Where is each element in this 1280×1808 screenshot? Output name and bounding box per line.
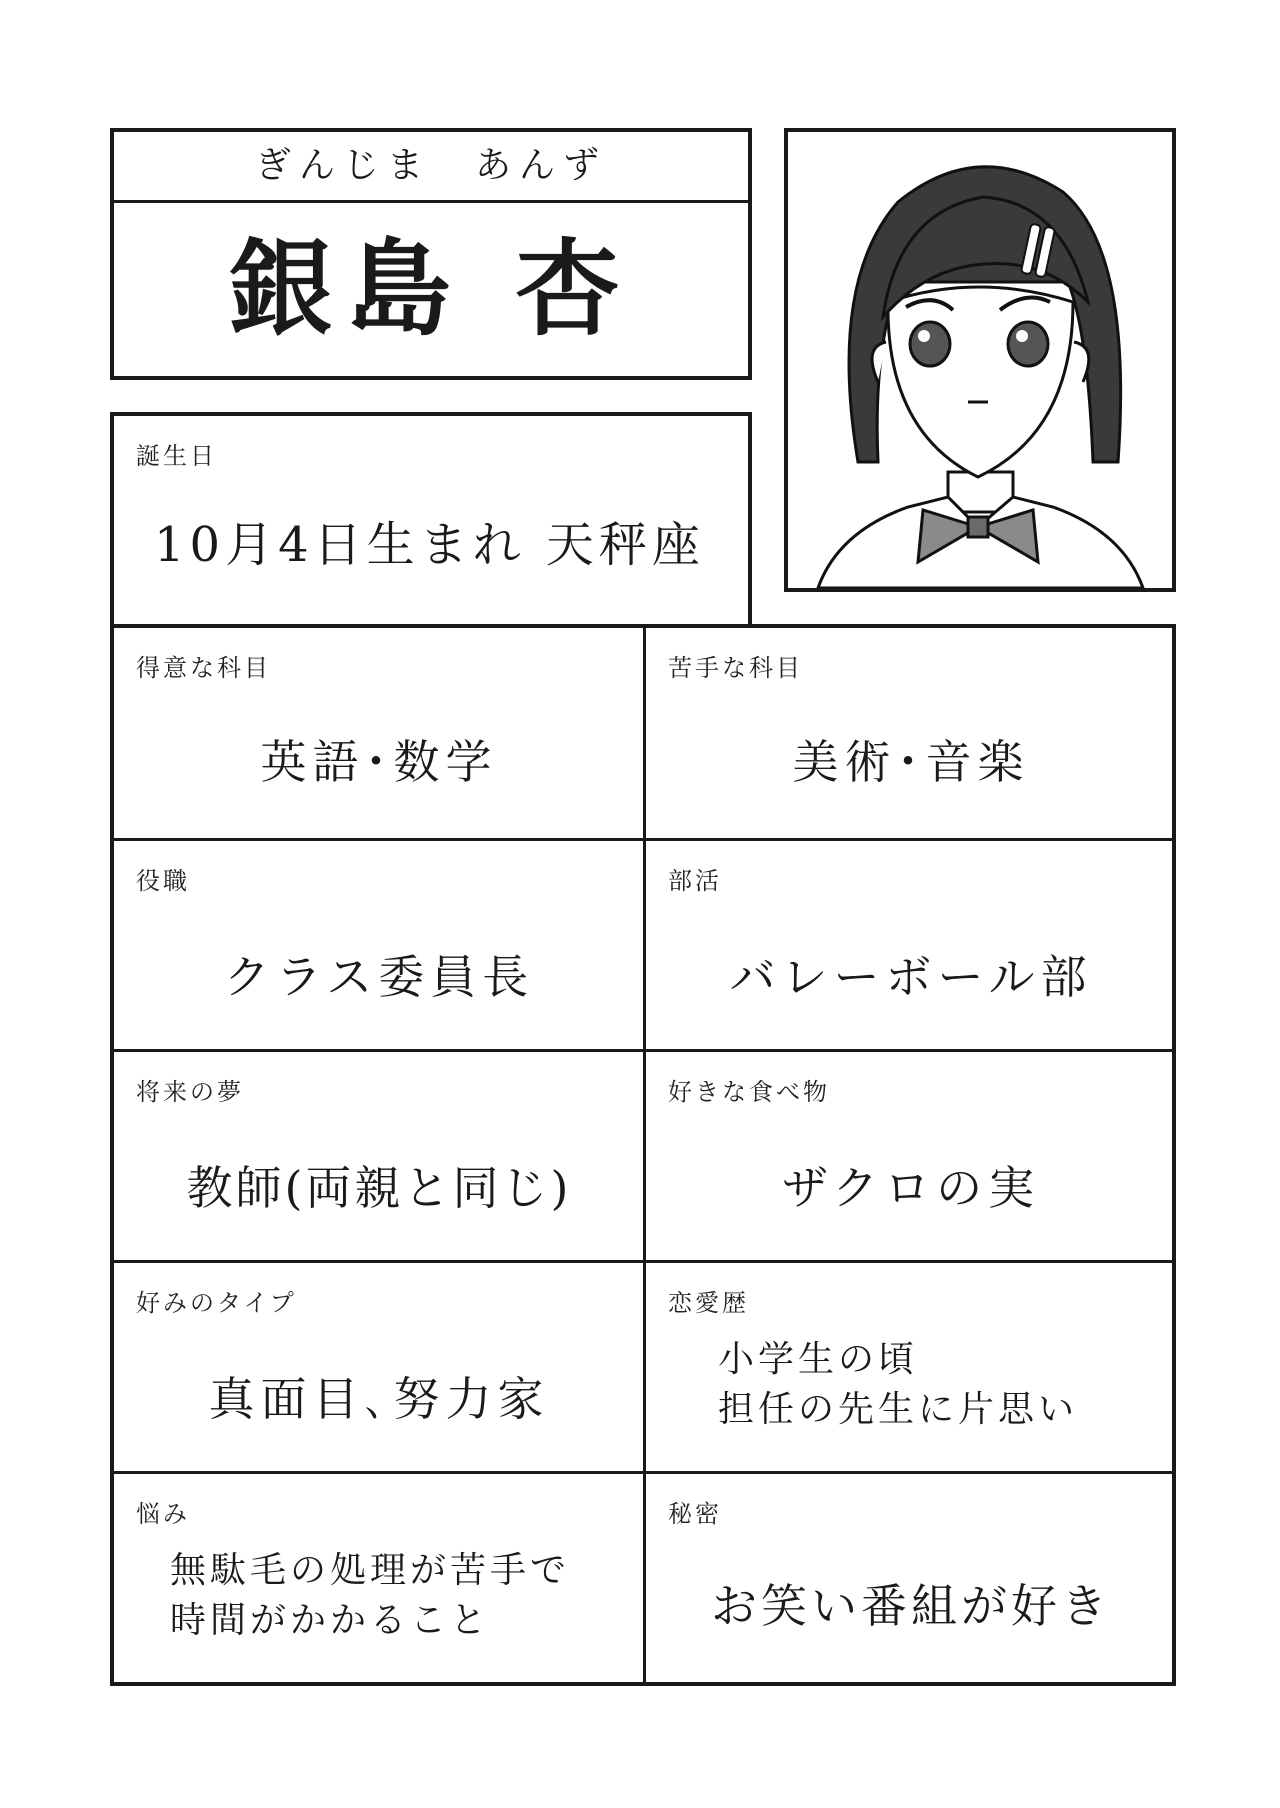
name-reading: ぎんじま あんず bbox=[254, 145, 607, 186]
type-value: 真面目､努力家 bbox=[208, 1372, 550, 1426]
name-divider bbox=[114, 200, 748, 203]
club-cell bbox=[646, 841, 1176, 1049]
position-value: クラス委員長 bbox=[223, 950, 535, 1004]
position-cell bbox=[114, 841, 644, 1049]
weak-subject-cell bbox=[646, 628, 1176, 838]
position-label: 役職 bbox=[136, 867, 190, 895]
worry-value: 無駄毛の処理が苦手で 時間がかかること bbox=[170, 1550, 571, 1641]
type-label: 好みのタイプ bbox=[136, 1289, 297, 1317]
favorite-food-cell bbox=[646, 1052, 1176, 1260]
dream-label: 将来の夢 bbox=[136, 1078, 244, 1106]
worry-label: 悩み bbox=[136, 1500, 190, 1528]
profile-grid bbox=[110, 624, 1176, 1686]
secret-label: 秘密 bbox=[668, 1500, 722, 1528]
worry-cell bbox=[114, 1474, 644, 1682]
favorite-food-value: ザクロの実 bbox=[781, 1161, 1041, 1215]
dream-value: 教師(両親と同じ) bbox=[186, 1161, 572, 1215]
weak-subject-label: 苦手な科目 bbox=[668, 654, 803, 682]
character-portrait bbox=[788, 132, 1172, 588]
club-value: バレーボール部 bbox=[729, 950, 1093, 1004]
good-subject-label: 得意な科目 bbox=[136, 654, 271, 682]
character-name: 銀島 杏 bbox=[228, 227, 634, 350]
type-cell bbox=[114, 1263, 644, 1471]
love-history-cell bbox=[646, 1263, 1176, 1471]
weak-subject-value: 美術･音楽 bbox=[792, 735, 1030, 789]
name-box bbox=[110, 128, 752, 380]
good-subject-value: 英語･数学 bbox=[260, 735, 498, 789]
dream-cell bbox=[114, 1052, 644, 1260]
birthday-value: 10月4日生まれ 天秤座 bbox=[154, 517, 705, 573]
club-label: 部活 bbox=[668, 867, 722, 895]
love-history-value: 小学生の頃 担任の先生に片思い bbox=[718, 1339, 1079, 1430]
secret-cell bbox=[646, 1474, 1176, 1682]
favorite-food-label: 好きな食べ物 bbox=[668, 1078, 830, 1106]
love-history-label: 恋愛歴 bbox=[668, 1289, 749, 1317]
secret-value: お笑い番組が好き bbox=[711, 1579, 1111, 1633]
good-subject-cell bbox=[114, 628, 644, 838]
birthday-label: 誕生日 bbox=[136, 442, 217, 470]
birthday-box bbox=[110, 412, 752, 632]
portrait-frame bbox=[784, 128, 1176, 592]
